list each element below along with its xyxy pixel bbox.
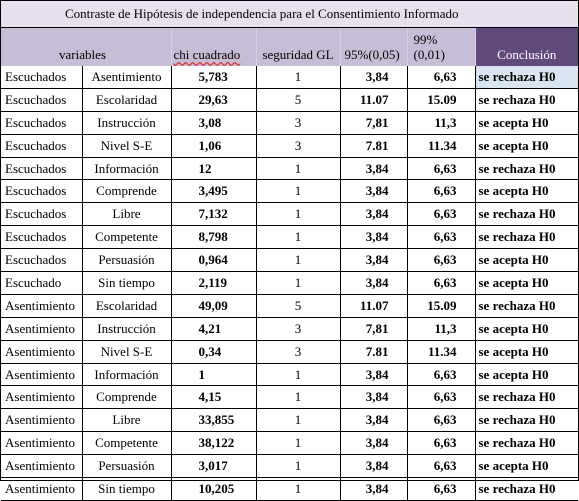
cell-variable-2: Sin tiempo (82, 478, 171, 501)
table-body (1, 66, 578, 500)
cell-gl: 3 (256, 317, 340, 340)
cell-variable-2: Comprende (82, 180, 171, 203)
cell-99: 6,63 (407, 363, 475, 386)
cell-chi-cuadrado: 0,34 (171, 340, 256, 363)
cell-variable-2: Instrucción (82, 317, 171, 340)
cell-conclusion: se rechaza H0 (475, 226, 578, 249)
cell-chi-cuadrado: 3,08 (171, 111, 256, 134)
cell-chi-cuadrado: 2,119 (171, 272, 256, 295)
cell-variable-1: Asentimiento (1, 386, 82, 409)
cell-99: 6,63 (407, 386, 475, 409)
table-row (1, 249, 578, 272)
cell-chi-cuadrado: 7,132 (171, 203, 256, 226)
cell-conclusion: se acepta H0 (475, 180, 578, 203)
cell-gl: 1 (256, 157, 340, 180)
cell-chi-cuadrado: 4,21 (171, 317, 256, 340)
cell-gl: 1 (256, 249, 340, 272)
cell-chi-cuadrado: 4,15 (171, 386, 256, 409)
table-title-row (1, 1, 578, 28)
table-row (1, 203, 578, 226)
cell-gl: 1 (256, 409, 340, 432)
cell-variable-2: Competente (82, 226, 171, 249)
cell-variable-2: Libre (82, 203, 171, 226)
cell-chi-cuadrado: 49,09 (171, 294, 256, 317)
table-row (1, 455, 578, 478)
cell-chi-cuadrado: 5,783 (171, 66, 256, 88)
cell-variable-1: Asentimiento (1, 340, 82, 363)
table-row (1, 157, 578, 180)
cell-conclusion: se acepta H0 (475, 340, 578, 363)
cell-variable-1: Asentimiento (1, 317, 82, 340)
cell-variable-1: Escuchados (1, 249, 82, 272)
cell-gl: 1 (256, 180, 340, 203)
cell-variable-2: Nivel S-E (82, 340, 171, 363)
cell-conclusion: se acepta H0 (475, 249, 578, 272)
cell-chi-cuadrado: 3,495 (171, 180, 256, 203)
cell-conclusion: se rechaza H0 (475, 478, 578, 501)
cell-95: 11.07 (340, 294, 407, 317)
table-row (1, 317, 578, 340)
cell-99: 11.34 (407, 134, 475, 157)
header-99-line2: (0,01) (413, 47, 445, 62)
cell-variable-2: Escolaridad (82, 88, 171, 111)
cell-variable-2: Comprende (82, 386, 171, 409)
cell-99: 6,63 (407, 180, 475, 203)
table-row (1, 88, 578, 111)
cell-variable-1: Escuchados (1, 157, 82, 180)
cell-conclusion: se acepta H0 (475, 134, 578, 157)
cell-gl: 3 (256, 340, 340, 363)
cell-chi-cuadrado: 0,964 (171, 249, 256, 272)
table-row (1, 432, 578, 455)
hypothesis-table (1, 1, 578, 501)
cell-variable-1: Escuchados (1, 111, 82, 134)
cell-99: 6,63 (407, 66, 475, 88)
cell-variable-2: Persuasión (82, 455, 171, 478)
header-99 (407, 28, 475, 67)
cell-gl: 5 (256, 88, 340, 111)
header-variables: variables (1, 28, 171, 67)
cell-variable-1: Escuchados (1, 226, 82, 249)
cell-variable-1: Asentimiento (1, 363, 82, 386)
cell-variable-1: Escuchados (1, 88, 82, 111)
cell-variable-2: Competente (82, 432, 171, 455)
cell-gl: 1 (256, 272, 340, 295)
cell-95: 3,84 (340, 226, 407, 249)
table-row (1, 111, 578, 134)
cell-99: 6,63 (407, 203, 475, 226)
table-row (1, 272, 578, 295)
cell-variable-2: Información (82, 363, 171, 386)
header-chi-cuadrado-label: chi cuadrado (173, 47, 241, 62)
cell-gl: 1 (256, 432, 340, 455)
cell-95: 3,84 (340, 249, 407, 272)
cell-variable-1: Asentimiento (1, 294, 82, 317)
cell-conclusion: se acepta H0 (475, 111, 578, 134)
cell-gl: 1 (256, 226, 340, 249)
cell-99: 6,63 (407, 432, 475, 455)
cell-gl: 1 (256, 455, 340, 478)
cell-chi-cuadrado: 33,855 (171, 409, 256, 432)
cell-variable-1: Escuchado (1, 272, 82, 295)
cell-variable-2: Nivel S-E (82, 134, 171, 157)
cell-variable-1: Escuchados (1, 180, 82, 203)
table-row (1, 134, 578, 157)
cell-95: 3,84 (340, 157, 407, 180)
cell-variable-1: Asentimiento (1, 478, 82, 501)
cell-variable-1: Escuchados (1, 134, 82, 157)
cell-gl: 1 (256, 203, 340, 226)
cell-99: 15.09 (407, 88, 475, 111)
cell-99: 6,63 (407, 157, 475, 180)
cell-conclusion: se rechaza H0 (475, 88, 578, 111)
cell-variable-2: Asentimiento (82, 66, 171, 88)
cell-95: 3,84 (340, 272, 407, 295)
cell-95: 7,81 (340, 317, 407, 340)
cell-chi-cuadrado: 29,63 (171, 88, 256, 111)
cell-variable-2: Información (82, 157, 171, 180)
cell-variable-2: Libre (82, 409, 171, 432)
cell-variable-2: Escolaridad (82, 294, 171, 317)
cell-gl: 3 (256, 134, 340, 157)
cell-gl: 5 (256, 294, 340, 317)
header-seguridad-gl: seguridad GL (256, 28, 340, 67)
cell-conclusion: se rechaza H0 (475, 386, 578, 409)
cell-chi-cuadrado: 10,205 (171, 478, 256, 501)
cell-95: 7.81 (340, 340, 407, 363)
cell-conclusion: se rechaza H0 (475, 66, 578, 88)
cell-conclusion: se rechaza H0 (475, 409, 578, 432)
table-row (1, 180, 578, 203)
cell-95: 3,84 (340, 386, 407, 409)
cell-conclusion: se rechaza H0 (475, 203, 578, 226)
cell-99: 6,63 (407, 455, 475, 478)
table-row (1, 409, 578, 432)
cell-variable-1: Escuchados (1, 66, 82, 88)
cell-conclusion: se rechaza H0 (475, 157, 578, 180)
cell-chi-cuadrado: 1 (171, 363, 256, 386)
cell-gl: 1 (256, 386, 340, 409)
cell-gl: 3 (256, 111, 340, 134)
cell-conclusion: se acepta H0 (475, 317, 578, 340)
header-conclusion: Conclusión (475, 28, 578, 67)
cell-99: 6,63 (407, 249, 475, 272)
table-title-cell (1, 1, 578, 28)
cell-95: 3,84 (340, 66, 407, 88)
cell-95: 3,84 (340, 409, 407, 432)
table-row (1, 226, 578, 249)
cell-chi-cuadrado: 38,122 (171, 432, 256, 455)
cell-95: 11.07 (340, 88, 407, 111)
cell-gl: 1 (256, 478, 340, 501)
cell-95: 3,84 (340, 432, 407, 455)
cell-variable-2: Sin tiempo (82, 272, 171, 295)
cell-conclusion: se acepta H0 (475, 272, 578, 295)
table-row (1, 294, 578, 317)
cell-99: 11.34 (407, 340, 475, 363)
cell-variable-1: Escuchados (1, 203, 82, 226)
cell-chi-cuadrado: 1,06 (171, 134, 256, 157)
header-99-line1: 99% (413, 32, 438, 47)
cell-95: 3,84 (340, 478, 407, 501)
header-95: 95%(0,05) (340, 28, 407, 67)
cell-99: 11,3 (407, 317, 475, 340)
cell-chi-cuadrado: 3,017 (171, 455, 256, 478)
cell-variable-2: Persuasión (82, 249, 171, 272)
cell-conclusion: se rechaza H0 (475, 294, 578, 317)
cell-99: 11,3 (407, 111, 475, 134)
cell-variable-1: Asentimiento (1, 409, 82, 432)
cell-variable-1: Asentimiento (1, 455, 82, 478)
cell-conclusion: se rechaza H0 (475, 432, 578, 455)
cell-conclusion: se acepta H0 (475, 363, 578, 386)
cell-gl: 1 (256, 363, 340, 386)
table-row (1, 363, 578, 386)
cell-chi-cuadrado: 8,798 (171, 226, 256, 249)
cell-variable-2: Instrucción (82, 111, 171, 134)
cell-95: 3,84 (340, 455, 407, 478)
table-title: Contraste de Hipótesis de independencia para el Consentimiento Informado (65, 6, 459, 21)
cell-99: 6,63 (407, 478, 475, 501)
table-row (1, 386, 578, 409)
cell-99: 15.09 (407, 294, 475, 317)
cell-conclusion: se acepta H0 (475, 455, 578, 478)
cell-95: 3,84 (340, 180, 407, 203)
table-header-row (1, 28, 578, 67)
cell-variable-1: Asentimiento (1, 432, 82, 455)
table-row (1, 340, 578, 363)
cell-99: 6,63 (407, 272, 475, 295)
cell-chi-cuadrado: 12 (171, 157, 256, 180)
table-row (1, 66, 578, 88)
cell-99: 6,63 (407, 409, 475, 432)
cell-95: 3,84 (340, 363, 407, 386)
cell-95: 7,81 (340, 111, 407, 134)
cell-99: 6,63 (407, 226, 475, 249)
cell-95: 7.81 (340, 134, 407, 157)
cell-gl: 1 (256, 66, 340, 88)
cell-95: 3,84 (340, 203, 407, 226)
header-chi-cuadrado (171, 28, 256, 67)
